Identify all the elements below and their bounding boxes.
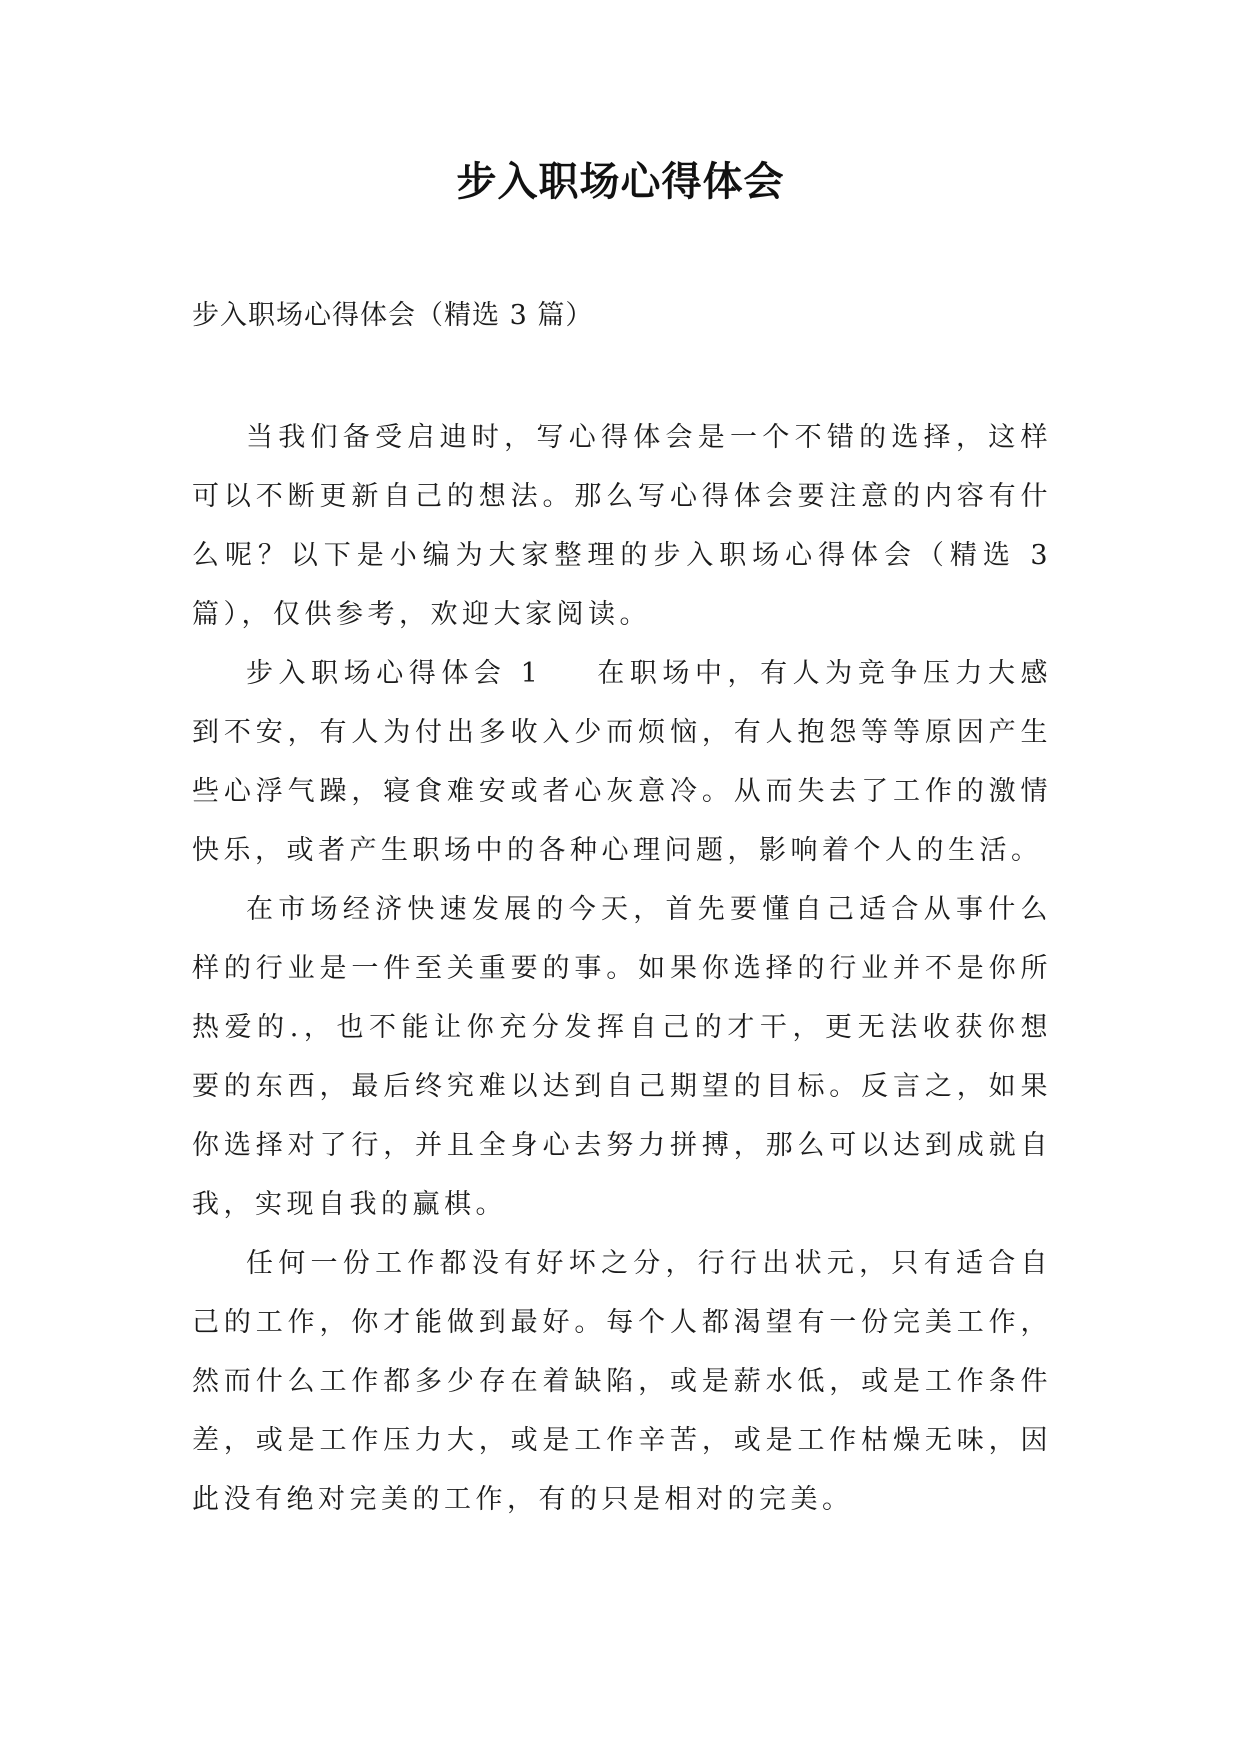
section-heading: 步入职场心得体会 1 <box>246 658 543 689</box>
section-1-paragraph <box>192 644 1052 880</box>
document-body <box>192 408 1052 1529</box>
page-title: 步入职场心得体会 <box>456 158 785 205</box>
document-subtitle: 步入职场心得体会（精选 3 篇） <box>192 300 594 331</box>
intro-paragraph: 当我们备受启迪时，写心得体会是一个不错的选择，这样可以不断更新自己的想法。那么写心得体会要注意的内容有什么呢？以下是小编为大家整理的步入职场心得体会（精选 3 篇），仅供参考，欢迎大家阅读。 <box>192 422 1052 630</box>
section-1-text: 在职场中，有人为竞争压力大感到不安，有人为付出多收入少而烦恼，有人抱怨等等原因产生些心浮气躁，寝食难安或者心灰意冷。从而失去了工作的激情快乐，或者产生职场中的各种心理问题，影响着个人的生活。 <box>192 658 1053 866</box>
body-paragraph-2: 在市场经济快速发展的今天，首先要懂自己适合从事什么样的行业是一件至关重要的事。如果你选择的行业并不是你所热爱的.，也不能让你充分发挥自己的才干，更无法收获你想要的东西，最后终究难以达到自己期望的目标。反言之，如果你选择对了行，并且全身心去努力拼搏，那么可以达到成就自我，实现自我的赢棋。 <box>192 894 1052 1220</box>
body-paragraph-3: 任何一份工作都没有好坏之分，行行出状元，只有适合自己的工作，你才能做到最好。每个人都渴望有一份完美工作，然而什么工作都多少存在着缺陷，或是薪水低，或是工作条件差，或是工作压力大，或是工作辛苦，或是工作枯燥无味，因此没有绝对完美的工作，有的只是相对的完美。 <box>192 1248 1052 1515</box>
